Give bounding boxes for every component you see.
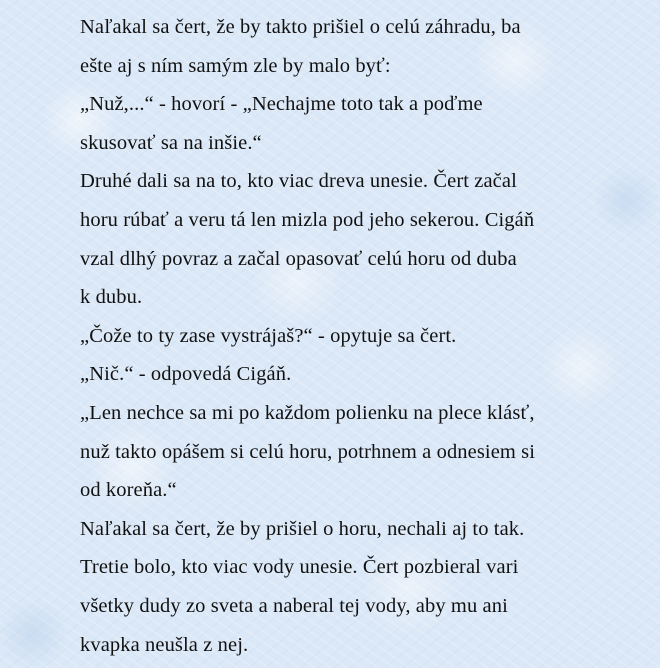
story-line: „Len nechce sa mi po každom polienku na plece klásť, xyxy=(80,401,535,424)
story-line: „Nuž,...“ - hovorí - „Nechajme toto tak a poďme xyxy=(80,93,483,116)
story-line: nuž takto opášem si celú horu, potrhnem a odnesiem si xyxy=(80,440,536,463)
story-line: skusovať sa na inšie.“ xyxy=(80,131,262,154)
story-line: horu rúbať a veru tá len mizla pod jeho sekerou. Cigáň xyxy=(80,208,535,231)
story-line: Tretie bolo, kto viac vody unesie. Čert pozbieral vari xyxy=(80,556,519,579)
story-line: Naľakal sa čert, že by takto prišiel o celú záhradu, ba xyxy=(80,16,521,38)
story-line: všetky dudy zo sveta a naberal tej vody, aby mu ani xyxy=(80,594,508,617)
story-line: Druhé dali sa na to, kto viac dreva unesie. Čert začal xyxy=(80,170,517,193)
story-line: vzal dlhý povraz a začal opasovať celú horu od duba xyxy=(80,247,517,270)
story-line: k dubu. xyxy=(80,286,143,309)
story-line: „Nič.“ - odpovedá Cigáň. xyxy=(80,363,292,386)
story-line: od koreňa.“ xyxy=(80,479,177,502)
story-line: ešte aj s ním samým zle by malo byť: xyxy=(80,54,391,77)
story-line: „Čože to ty zase vystrájaš?“ - opytuje sa čert. xyxy=(80,324,457,347)
story-line: kvapka neušla z nej. xyxy=(80,633,249,656)
story-line: Naľakal sa čert, že by prišiel o horu, nechali aj to tak. xyxy=(80,517,525,540)
story-text xyxy=(80,8,640,664)
